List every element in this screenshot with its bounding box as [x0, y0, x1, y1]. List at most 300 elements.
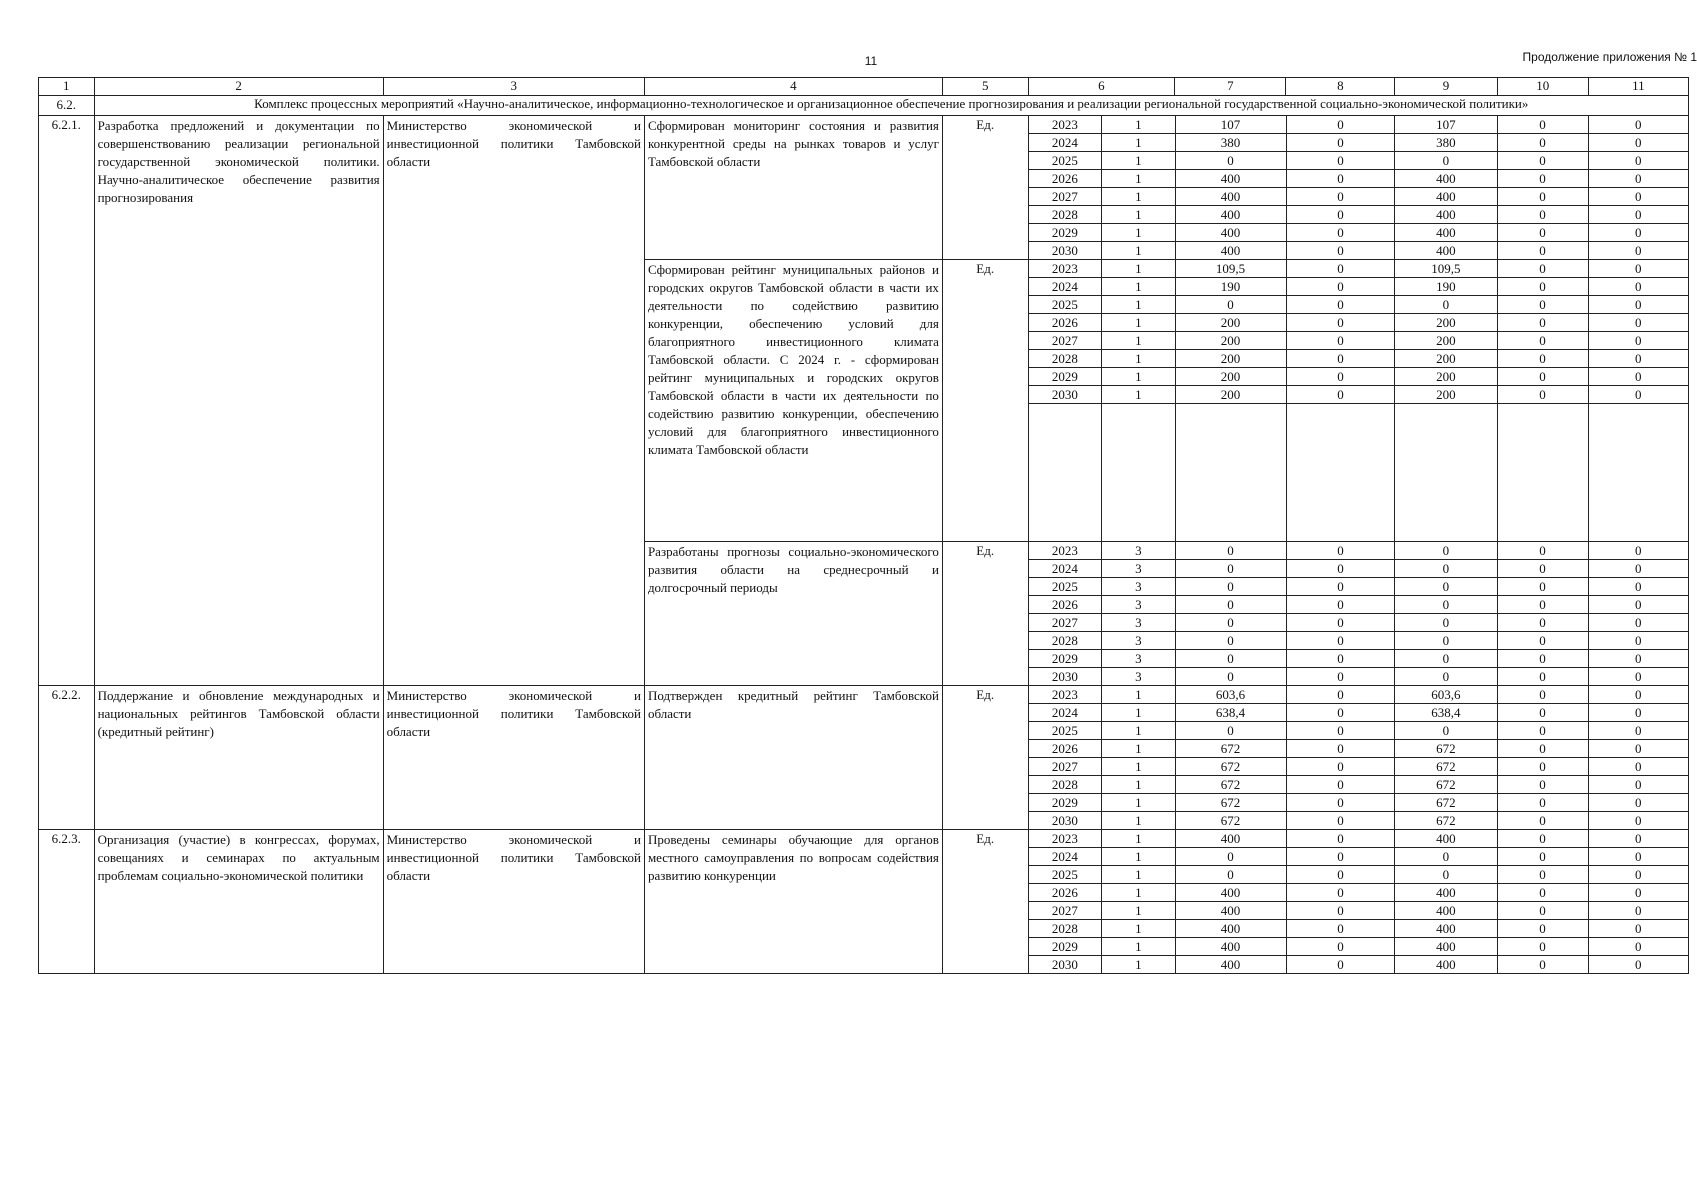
year-row — [1029, 596, 1688, 614]
yearly-values — [1028, 116, 1688, 260]
value-cell: 0 — [1286, 560, 1395, 578]
value-cell: 200 — [1395, 386, 1497, 404]
value-cell: 0 — [1286, 686, 1395, 704]
value-cell: 3 — [1102, 632, 1175, 650]
program-table — [38, 77, 1689, 974]
value-cell: 0 — [1588, 776, 1688, 794]
value-cell: 0 — [1588, 704, 1688, 722]
year-cell: 2028 — [1029, 920, 1102, 938]
column-header-row — [39, 78, 1689, 96]
value-cell: 0 — [1286, 242, 1395, 260]
value-cell: 0 — [1286, 632, 1395, 650]
value-cell: 0 — [1286, 938, 1395, 956]
value-cell: 0 — [1588, 170, 1688, 188]
year-row — [1029, 650, 1688, 668]
value-cell: 0 — [1497, 668, 1588, 686]
value-cell: 0 — [1497, 722, 1588, 740]
yearly-values-table — [1029, 542, 1688, 685]
value-cell: 0 — [1286, 542, 1395, 560]
value-cell: 0 — [1175, 668, 1286, 686]
result-description: Разработаны прогнозы социально-экономического развития области на среднесрочный и долгосрочный периоды — [644, 542, 942, 686]
value-cell: 1 — [1102, 206, 1175, 224]
value-cell: 0 — [1588, 686, 1688, 704]
value-cell: 0 — [1588, 332, 1688, 350]
year-cell: 2030 — [1029, 242, 1102, 260]
value-cell: 603,6 — [1395, 686, 1497, 704]
value-cell: 0 — [1395, 542, 1497, 560]
value-cell: 200 — [1175, 350, 1286, 368]
value-cell: 0 — [1175, 542, 1286, 560]
value-cell: 1 — [1102, 224, 1175, 242]
value-cell: 0 — [1588, 206, 1688, 224]
year-row — [1029, 722, 1688, 740]
value-cell: 0 — [1588, 614, 1688, 632]
item-name: Разработка предложений и документации по совершенствованию реализации региональной государственной экономической политики. Научно-аналитическое обеспечение развития прогнозирования — [94, 116, 383, 686]
value-cell: 0 — [1286, 866, 1395, 884]
value-cell: 0 — [1395, 722, 1497, 740]
value-cell: 672 — [1395, 776, 1497, 794]
year-row — [1029, 632, 1688, 650]
section-title: Комплекс процессных мероприятий «Научно-аналитическое, информационно-технологическое и организационное обеспечение прогнозирования и реализации региональной государственной социально-экономической политики» — [94, 96, 1688, 116]
section-number: 6.2. — [39, 96, 95, 116]
value-cell: 0 — [1497, 956, 1588, 974]
value-cell: 0 — [1286, 188, 1395, 206]
value-cell: 1 — [1102, 938, 1175, 956]
value-cell: 109,5 — [1175, 260, 1286, 278]
value-cell: 400 — [1395, 206, 1497, 224]
year-cell: 2026 — [1029, 596, 1102, 614]
value-cell: 200 — [1395, 368, 1497, 386]
value-cell: 0 — [1497, 296, 1588, 314]
value-cell: 0 — [1286, 722, 1395, 740]
item-number: 6.2.1. — [39, 116, 95, 686]
year-cell: 2026 — [1029, 884, 1102, 902]
value-cell: 1 — [1102, 776, 1175, 794]
value-cell: 400 — [1395, 884, 1497, 902]
value-cell: 0 — [1588, 386, 1688, 404]
value-cell: 0 — [1175, 596, 1286, 614]
year-row — [1029, 224, 1688, 242]
column-header: 10 — [1497, 78, 1588, 96]
year-cell: 2027 — [1029, 758, 1102, 776]
yearly-values-table — [1029, 260, 1688, 541]
value-cell: 0 — [1286, 350, 1395, 368]
column-header: 2 — [94, 78, 383, 96]
value-cell: 1 — [1102, 848, 1175, 866]
year-cell: 2024 — [1029, 848, 1102, 866]
value-cell: 400 — [1175, 206, 1286, 224]
value-cell: 380 — [1395, 134, 1497, 152]
value-cell: 400 — [1175, 902, 1286, 920]
value-cell: 0 — [1588, 794, 1688, 812]
value-cell: 1 — [1102, 296, 1175, 314]
value-cell: 0 — [1588, 188, 1688, 206]
year-cell: 2026 — [1029, 170, 1102, 188]
value-cell: 1 — [1102, 758, 1175, 776]
yearly-values-table — [1029, 116, 1688, 259]
value-cell: 0 — [1286, 830, 1395, 848]
value-cell: 0 — [1395, 650, 1497, 668]
value-cell: 400 — [1395, 938, 1497, 956]
value-cell: 0 — [1286, 170, 1395, 188]
year-row — [1029, 686, 1688, 704]
value-cell: 400 — [1395, 902, 1497, 920]
value-cell: 0 — [1286, 812, 1395, 830]
value-cell: 1 — [1102, 386, 1175, 404]
value-cell: 1 — [1102, 368, 1175, 386]
value-cell: 400 — [1175, 188, 1286, 206]
value-cell: 0 — [1286, 650, 1395, 668]
year-cell: 2028 — [1029, 206, 1102, 224]
value-cell: 0 — [1497, 188, 1588, 206]
year-row — [1029, 884, 1688, 902]
value-cell: 107 — [1395, 116, 1497, 134]
value-cell: 0 — [1497, 242, 1588, 260]
value-cell: 1 — [1102, 704, 1175, 722]
year-row — [1029, 848, 1688, 866]
value-cell: 0 — [1588, 152, 1688, 170]
value-cell: 0 — [1497, 368, 1588, 386]
value-cell: 0 — [1588, 542, 1688, 560]
value-cell: 109,5 — [1395, 260, 1497, 278]
filler-cell — [1497, 404, 1588, 542]
item-name: Организация (участие) в конгрессах, форумах, совещаниях и семинарах по актуальным проблемам социально-экономической политики — [94, 830, 383, 974]
item-name: Поддержание и обновление международных и национальных рейтингов Тамбовской области (кредитный рейтинг) — [94, 686, 383, 830]
value-cell: 0 — [1588, 938, 1688, 956]
value-cell: 400 — [1175, 884, 1286, 902]
value-cell: 400 — [1395, 920, 1497, 938]
value-cell: 0 — [1497, 578, 1588, 596]
value-cell: 200 — [1395, 314, 1497, 332]
value-cell: 0 — [1497, 632, 1588, 650]
value-cell: 0 — [1286, 278, 1395, 296]
value-cell: 672 — [1395, 812, 1497, 830]
yearly-values-table — [1029, 686, 1688, 829]
item-executor: Министерство экономической и инвестиционной политики Тамбовской области — [383, 116, 644, 686]
value-cell: 400 — [1395, 170, 1497, 188]
year-cell: 2028 — [1029, 350, 1102, 368]
item-executor: Министерство экономической и инвестиционной политики Тамбовской области — [383, 830, 644, 974]
value-cell: 0 — [1635, 812, 1642, 828]
value-cell: 0 — [1588, 296, 1688, 314]
value-cell: 1 — [1102, 278, 1175, 296]
value-cell: 0 — [1588, 758, 1688, 776]
value-cell: 0 — [1286, 224, 1395, 242]
value-cell: 1 — [1102, 956, 1175, 974]
value-cell: 0 — [1395, 296, 1497, 314]
value-cell: 0 — [1497, 884, 1588, 902]
year-row — [1029, 188, 1688, 206]
value-cell: 0 — [1175, 848, 1286, 866]
value-cell: 0 — [1395, 632, 1497, 650]
year-cell: 2023 — [1029, 830, 1102, 848]
year-cell: 2025 — [1029, 578, 1102, 596]
year-cell: 2024 — [1029, 704, 1102, 722]
value-cell: 0 — [1395, 848, 1497, 866]
value-cell: 0 — [1286, 848, 1395, 866]
value-cell: 0 — [1497, 812, 1588, 830]
value-cell: 0 — [1286, 578, 1395, 596]
column-header: 5 — [942, 78, 1028, 96]
value-cell: 0 — [1497, 278, 1588, 296]
value-cell: 400 — [1175, 224, 1286, 242]
year-cell: 2025 — [1029, 296, 1102, 314]
value-cell: 0 — [1286, 758, 1395, 776]
value-cell: 0 — [1588, 632, 1688, 650]
value-cell: 0 — [1395, 596, 1497, 614]
value-cell: 0 — [1286, 902, 1395, 920]
filler-cell — [1175, 404, 1286, 542]
year-row — [1029, 614, 1688, 632]
value-cell: 0 — [1286, 206, 1395, 224]
table-body — [39, 78, 1689, 974]
value-cell: 672 — [1175, 776, 1286, 794]
value-cell: 0 — [1588, 902, 1688, 920]
value-cell: 0 — [1497, 332, 1588, 350]
value-cell: 0 — [1286, 134, 1395, 152]
value-cell: 638,4 — [1395, 704, 1497, 722]
year-cell: 2030 — [1029, 386, 1102, 404]
value-cell: 0 — [1588, 134, 1688, 152]
value-cell: 0 — [1286, 116, 1395, 134]
year-row — [1029, 314, 1688, 332]
value-cell: 1 — [1102, 740, 1175, 758]
value-cell: 1 — [1102, 242, 1175, 260]
year-cell: 2025 — [1029, 866, 1102, 884]
value-cell: 400 — [1395, 830, 1497, 848]
section-row — [39, 96, 1689, 116]
value-cell: 0 — [1497, 614, 1588, 632]
value-cell: 0 — [1175, 632, 1286, 650]
value-cell: 0 — [1175, 152, 1286, 170]
value-cell: 1 — [1102, 116, 1175, 134]
year-cell: 2029 — [1029, 224, 1102, 242]
year-cell: 2028 — [1029, 632, 1102, 650]
value-cell: 0 — [1588, 650, 1688, 668]
value-cell: 603,6 — [1175, 686, 1286, 704]
year-cell: 2023 — [1029, 116, 1102, 134]
value-cell: 672 — [1175, 794, 1286, 812]
value-cell: 0 — [1175, 296, 1286, 314]
year-row — [1029, 902, 1688, 920]
column-header: 7 — [1175, 78, 1286, 96]
year-row — [1029, 758, 1688, 776]
value-cell: 0 — [1286, 386, 1395, 404]
value-cell: 0 — [1286, 776, 1395, 794]
year-row — [1029, 866, 1688, 884]
year-cell: 2024 — [1029, 278, 1102, 296]
value-cell: 0 — [1286, 794, 1395, 812]
value-cell: 672 — [1395, 758, 1497, 776]
year-row — [1029, 830, 1688, 848]
value-cell: 0 — [1286, 920, 1395, 938]
value-cell: 0 — [1395, 668, 1497, 686]
result-unit: Ед. — [942, 116, 1028, 260]
value-cell: 0 — [1588, 830, 1688, 848]
year-row — [1029, 794, 1688, 812]
value-cell: 0 — [1588, 350, 1688, 368]
value-cell: 0 — [1635, 242, 1642, 258]
column-header: 6 — [1028, 78, 1175, 96]
year-row — [1029, 278, 1688, 296]
value-cell: 0 — [1497, 116, 1588, 134]
item-result-row — [39, 116, 1689, 260]
year-cell: 2030 — [1029, 668, 1102, 686]
yearly-values — [1028, 260, 1688, 542]
value-cell: 0 — [1286, 260, 1395, 278]
value-cell: 0 — [1286, 296, 1395, 314]
value-cell: 1 — [1102, 188, 1175, 206]
result-description: Сформирован рейтинг муниципальных районов и городских округов Тамбовской области в части их деятельности по содействию развитию конкуренции, обеспечению условий для благоприятного инвестиционного климата Тамбовской области. С 2024 г. - сформирован рейтинг муниципальных и городских округов Тамбовской области в части их деятельности по содействию развитию конкуренции, обеспечению условий для благоприятного инвестиционного климата Тамбовской области — [644, 260, 942, 542]
page-number: 11 — [864, 54, 878, 68]
value-cell: 0 — [1497, 224, 1588, 242]
value-cell: 672 — [1175, 758, 1286, 776]
filler-cell — [1395, 404, 1497, 542]
item-number: 6.2.3. — [39, 830, 95, 974]
year-row — [1029, 560, 1688, 578]
value-cell: 1 — [1102, 884, 1175, 902]
yearly-values — [1028, 542, 1688, 686]
value-cell: 0 — [1395, 866, 1497, 884]
value-cell: 0 — [1497, 758, 1588, 776]
value-cell: 0 — [1497, 596, 1588, 614]
result-unit: Ед. — [942, 260, 1028, 542]
value-cell: 400 — [1395, 224, 1497, 242]
year-row — [1029, 134, 1688, 152]
item-result-row — [39, 830, 1689, 974]
value-cell: 0 — [1286, 368, 1395, 386]
value-cell: 3 — [1102, 650, 1175, 668]
value-cell: 0 — [1175, 722, 1286, 740]
value-cell: 0 — [1588, 920, 1688, 938]
year-row — [1029, 938, 1688, 956]
value-cell: 200 — [1395, 350, 1497, 368]
value-cell: 0 — [1497, 830, 1588, 848]
year-cell: 2029 — [1029, 794, 1102, 812]
value-cell: 400 — [1395, 956, 1497, 974]
value-cell: 0 — [1588, 848, 1688, 866]
value-cell: 0 — [1497, 350, 1588, 368]
value-cell: 0 — [1635, 668, 1642, 684]
filler-row — [1029, 404, 1688, 542]
column-header: 1 — [39, 78, 95, 96]
year-cell: 2027 — [1029, 902, 1102, 920]
value-cell: 1 — [1102, 152, 1175, 170]
value-cell: 0 — [1497, 740, 1588, 758]
year-row — [1029, 152, 1688, 170]
value-cell: 0 — [1497, 776, 1588, 794]
year-row — [1029, 386, 1688, 404]
value-cell: 400 — [1395, 242, 1497, 260]
year-row — [1029, 296, 1688, 314]
value-cell: 0 — [1175, 650, 1286, 668]
yearly-values — [1028, 686, 1688, 830]
year-row — [1029, 578, 1688, 596]
value-cell: 3 — [1102, 614, 1175, 632]
value-cell: 0 — [1497, 206, 1588, 224]
value-cell: 0 — [1497, 560, 1588, 578]
value-cell: 0 — [1588, 224, 1688, 242]
value-cell: 0 — [1588, 314, 1688, 332]
value-cell: 3 — [1102, 560, 1175, 578]
value-cell: 0 — [1588, 260, 1688, 278]
value-cell: 400 — [1175, 170, 1286, 188]
value-cell: 1 — [1102, 794, 1175, 812]
year-row — [1029, 368, 1688, 386]
value-cell: 400 — [1175, 938, 1286, 956]
year-row — [1029, 206, 1688, 224]
year-cell: 2029 — [1029, 650, 1102, 668]
year-row — [1029, 260, 1688, 278]
value-cell: 200 — [1175, 314, 1286, 332]
value-cell: 3 — [1102, 668, 1175, 686]
value-cell: 0 — [1497, 938, 1588, 956]
value-cell: 400 — [1175, 920, 1286, 938]
column-header: 3 — [383, 78, 644, 96]
value-cell: 672 — [1395, 740, 1497, 758]
item-number: 6.2.2. — [39, 686, 95, 830]
yearly-values-table — [1029, 830, 1688, 973]
value-cell: 0 — [1497, 650, 1588, 668]
year-cell: 2024 — [1029, 134, 1102, 152]
year-cell: 2023 — [1029, 686, 1102, 704]
value-cell: 0 — [1588, 560, 1688, 578]
column-header: 11 — [1588, 78, 1688, 96]
value-cell: 0 — [1286, 740, 1395, 758]
year-cell: 2027 — [1029, 188, 1102, 206]
value-cell: 0 — [1588, 578, 1688, 596]
value-cell: 0 — [1635, 956, 1642, 972]
value-cell: 1 — [1102, 260, 1175, 278]
column-header: 4 — [644, 78, 942, 96]
filler-cell — [1102, 404, 1175, 542]
value-cell: 0 — [1588, 884, 1688, 902]
value-cell: 1 — [1102, 332, 1175, 350]
value-cell: 638,4 — [1175, 704, 1286, 722]
value-cell: 0 — [1497, 260, 1588, 278]
year-row — [1029, 242, 1688, 260]
year-row — [1029, 668, 1688, 686]
value-cell: 1 — [1102, 686, 1175, 704]
year-row — [1029, 350, 1688, 368]
value-cell: 0 — [1286, 704, 1395, 722]
year-cell: 2026 — [1029, 314, 1102, 332]
filler-cell — [1286, 404, 1395, 542]
value-cell: 0 — [1497, 542, 1588, 560]
column-header: 8 — [1286, 78, 1395, 96]
value-cell: 200 — [1395, 332, 1497, 350]
value-cell: 0 — [1286, 596, 1395, 614]
value-cell: 0 — [1175, 578, 1286, 596]
value-cell: 0 — [1395, 152, 1497, 170]
year-cell: 2029 — [1029, 368, 1102, 386]
year-cell: 2025 — [1029, 152, 1102, 170]
result-description: Подтвержден кредитный рейтинг Тамбовской области — [644, 686, 942, 830]
value-cell: 3 — [1102, 542, 1175, 560]
value-cell: 1 — [1102, 314, 1175, 332]
value-cell: 0 — [1497, 902, 1588, 920]
year-cell: 2026 — [1029, 740, 1102, 758]
value-cell: 0 — [1286, 884, 1395, 902]
value-cell: 0 — [1286, 668, 1395, 686]
value-cell: 0 — [1588, 116, 1688, 134]
value-cell: 1 — [1102, 722, 1175, 740]
value-cell: 0 — [1175, 866, 1286, 884]
year-cell: 2030 — [1029, 956, 1102, 974]
value-cell: 0 — [1497, 386, 1588, 404]
value-cell: 0 — [1395, 578, 1497, 596]
value-cell: 0 — [1588, 866, 1688, 884]
